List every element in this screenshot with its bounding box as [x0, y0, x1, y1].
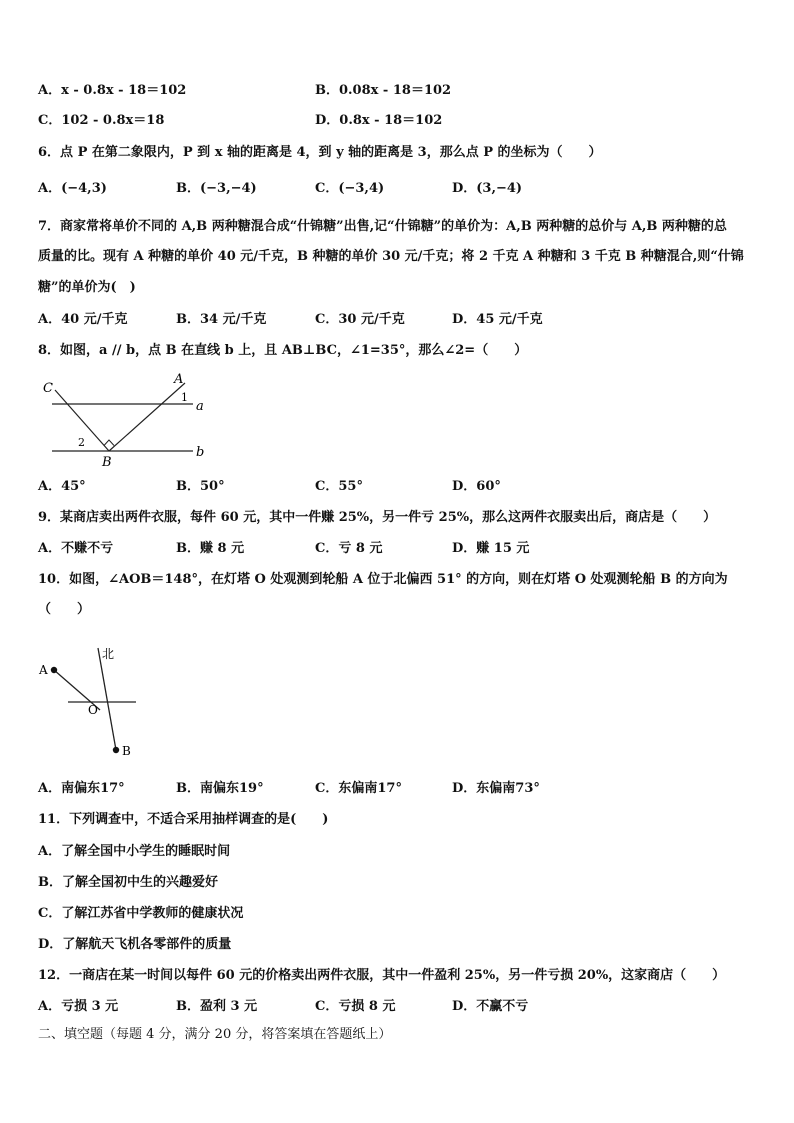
q9-option-d: D．赚 15 元: [452, 541, 530, 556]
q8-option-b: B．50°: [176, 479, 225, 494]
q8-label-a-point: A: [174, 372, 184, 387]
q10-label-b: B: [122, 744, 131, 758]
q8-option-a: A．45°: [38, 479, 86, 494]
q8-label-line-b: b: [196, 445, 205, 460]
q7-text-line1: 7．商家常将单价不同的 A,B 两种糖混合成“什锦糖”出售,记“什锦糖”的单价为：A,B 两种糖的总价与 A,B 两种糖的总: [38, 219, 727, 234]
q9-text: 9．某商店卖出两件衣服，每件 60 元，其中一件赚 25%，另一件亏 25%，那么这两件衣服卖出后，商店是（ ）: [38, 510, 717, 525]
q5-option-d: D．0.8x - 18＝102: [315, 113, 443, 128]
q5-option-c: C．102 - 0.8x＝18: [38, 113, 165, 128]
q12-option-a: A．亏损 3 元: [38, 999, 119, 1014]
q6-text: 6．点 P 在第二象限内，P 到 x 轴的距离是 4，到 y 轴的距离是 3，那么点 P 的坐标为（ ）: [38, 145, 602, 160]
q6-option-c: C．(−3,4): [315, 181, 385, 196]
q8-text: 8．如图，a // b，点 B 在直线 b 上，且 AB⊥BC，∠1=35°，那么∠2=（ ）: [38, 343, 528, 358]
q6-option-d: D．(3,−4): [452, 181, 523, 196]
q12-option-c: C．亏损 8 元: [315, 999, 396, 1014]
q10-label-north: 北: [102, 647, 115, 661]
q9-option-b: B．赚 8 元: [176, 541, 245, 556]
q11-option-d: D．了解航天飞机各零部件的质量: [38, 937, 232, 952]
q6-option-a: A．(−4,3): [38, 181, 107, 196]
q8-parallel-lines-figure: [38, 370, 218, 470]
q8-label-angle-1: 1: [181, 391, 188, 404]
q12-option-b: B．盈利 3 元: [176, 999, 258, 1014]
q9-option-c: C．亏 8 元: [315, 541, 383, 556]
q9-option-a: A．不赚不亏: [38, 541, 114, 556]
q7-text-line3: 糖”的单价为( ): [38, 280, 136, 295]
q10-text-line1: 10．如图，∠AOB＝148°，在灯塔 O 处观测到轮船 A 位于北偏西 51° 的方向，则在灯塔 O 处观测轮船 B 的方向为: [38, 572, 728, 587]
q10-label-o: O: [88, 703, 98, 717]
q10-option-c: C．东偏南17°: [315, 781, 402, 796]
q5-option-b: B．0.08x - 18＝102: [315, 83, 452, 98]
q11-option-a: A．了解全国中小学生的睡眠时间: [38, 844, 231, 859]
q12-text: 12．一商店在某一时间以每件 60 元的价格卖出两件衣服，其中一件盈利 25%，另一件亏损 20%，这家商店（ ）: [38, 968, 726, 983]
q7-option-d: D．45 元/千克: [452, 312, 543, 327]
q10-text-line2: （ ）: [38, 602, 91, 617]
q8-label-line-a: a: [196, 399, 204, 414]
q11-text: 11．下列调查中，不适合采用抽样调查的是( ): [38, 812, 329, 827]
q8-label-b-point: B: [102, 455, 112, 470]
q8-label-c: C: [43, 381, 53, 396]
q11-option-c: C．了解江苏省中学教师的健康状况: [38, 906, 244, 921]
q10-bearing-figure: [36, 640, 146, 765]
q5-option-a: A．x - 0.8x - 18＝102: [38, 83, 187, 98]
q7-option-b: B．34 元/千克: [176, 312, 267, 327]
section-2-heading: 二、填空题（每题 4 分，满分 20 分，将答案填在答题纸上）: [38, 1027, 392, 1042]
q10-option-a: A．南偏东17°: [38, 781, 125, 796]
q8-option-d: D．60°: [452, 479, 501, 494]
q6-option-b: B．(−3,−4): [176, 181, 257, 196]
q7-option-c: C．30 元/千克: [315, 312, 405, 327]
q10-option-b: B．南偏东19°: [176, 781, 264, 796]
q8-option-c: C．55°: [315, 479, 363, 494]
q10-option-d: D．东偏南73°: [452, 781, 540, 796]
q7-option-a: A．40 元/千克: [38, 312, 128, 327]
q8-label-angle-2: 2: [78, 436, 85, 449]
q10-label-a: A: [39, 663, 48, 677]
q7-text-line2: 质量的比。现有 A 种糖的单价 40 元/千克，B 种糖的单价 30 元/千克；将 2 千克 A 种糖和 3 千克 B 种糖混合,则“什锦: [38, 249, 744, 264]
q11-option-b: B．了解全国初中生的兴趣爱好: [38, 875, 218, 890]
q12-option-d: D．不赢不亏: [452, 999, 529, 1014]
